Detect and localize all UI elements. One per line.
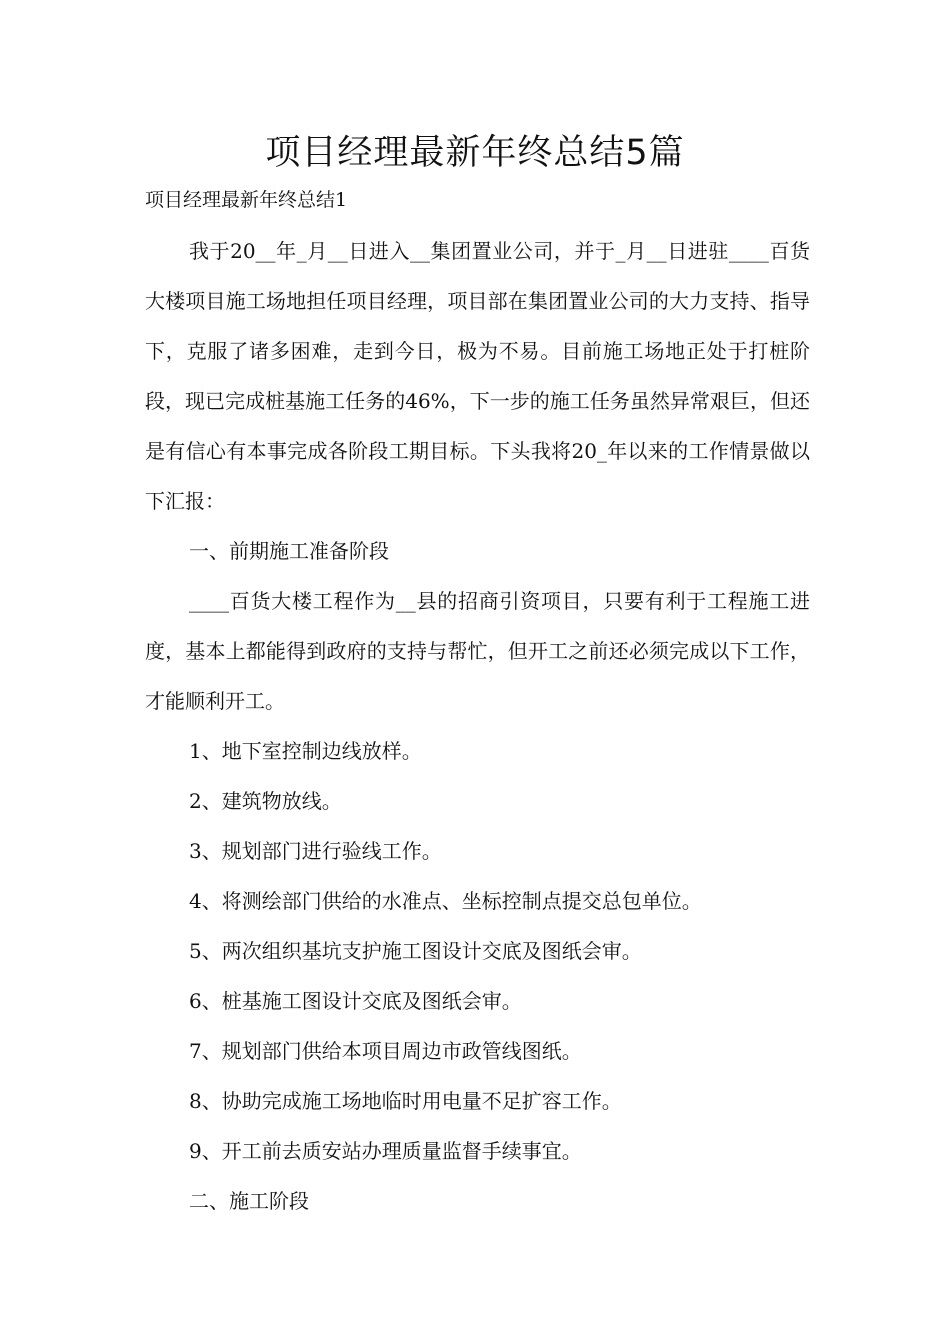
list-item: 2、建筑物放线。 xyxy=(189,789,342,813)
paragraph-intro: 我于20__年_月__日进入__集团置业公司，并于_月__日进驻____百货大楼项目施工场地担任项目经理，项目部在集团置业公司的大力支持、指导下，克服了诸多困难，走到今日，极为不易。目前施工场地正处于打桩阶段，现已完成桩基施工任务的46%，下一步的施工任务虽然异常艰巨，但还是有信心有本事完成各阶段工期目标。下头我将20_年以来的工作情景做以下汇报： xyxy=(145,239,810,513)
heading-construction-stage: 二、施工阶段 xyxy=(189,1189,309,1213)
section-subtitle: 项目经理最新年终总结1 xyxy=(145,189,348,211)
list-item: 6、桩基施工图设计交底及图纸会审。 xyxy=(189,989,522,1013)
document-title: 项目经理最新年终总结5篇 xyxy=(265,133,685,173)
list-item: 4、将测绘部门供给的水准点、坐标控制点提交总包单位。 xyxy=(189,889,702,913)
list-item: 8、协助完成施工场地临时用电量不足扩容工作。 xyxy=(189,1089,622,1113)
list-item: 9、开工前去质安站办理质量监督手续事宜。 xyxy=(189,1139,582,1163)
list-item: 1、地下室控制边线放样。 xyxy=(189,739,422,763)
heading-preparation-stage: 一、前期施工准备阶段 xyxy=(189,539,389,563)
paragraph-preparation: ____百货大楼工程作为__县的招商引资项目，只要有利于工程施工进度，基本上都能得到政府的支持与帮忙，但开工之前还必须完成以下工作，才能顺利开工。 xyxy=(145,589,810,713)
list-item: 3、规划部门进行验线工作。 xyxy=(189,839,442,863)
list-item: 5、两次组织基坑支护施工图设计交底及图纸会审。 xyxy=(189,939,642,963)
list-item: 7、规划部门供给本项目周边市政管线图纸。 xyxy=(189,1039,582,1063)
document-body xyxy=(145,226,810,1226)
